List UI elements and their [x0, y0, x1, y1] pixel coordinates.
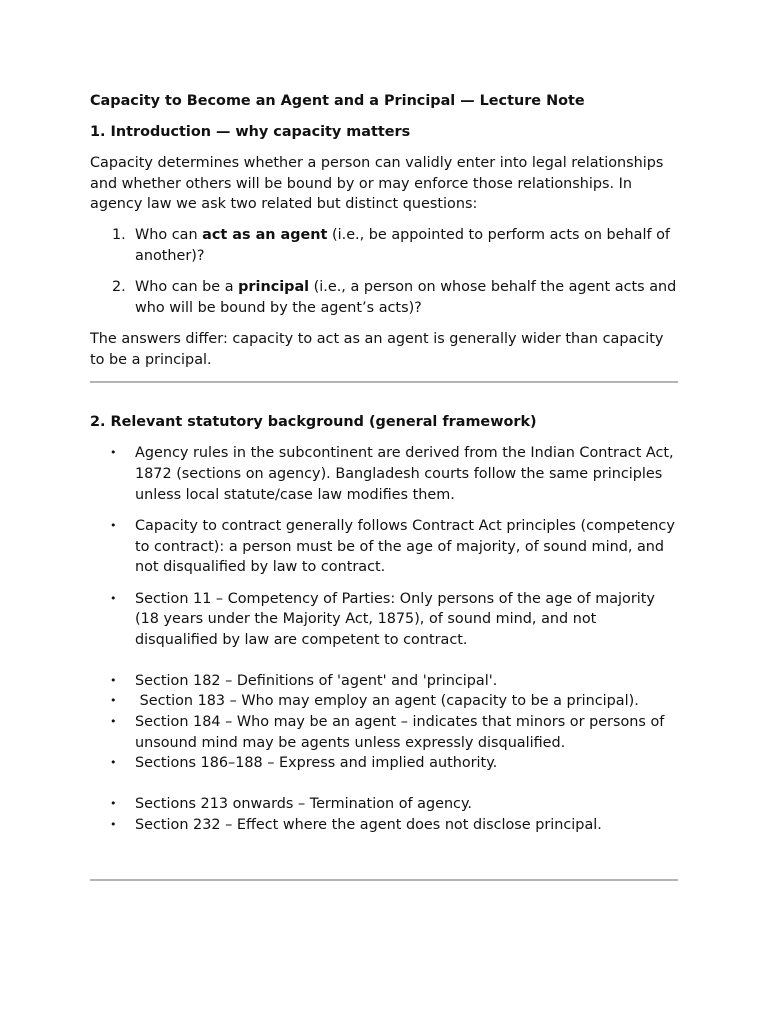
section-1-intro: Capacity determines whether a person can validly enter into legal relationships and whether others will be bound by or may enforce those relationships. In agency law we ask two related but distinct questions: [90, 155, 664, 213]
list-item-text: Capacity to contract generally follows Contract Act principles (competency to contract): a person must be of the age of majority, of sound mind, and not disqualified by law to contract. [135, 517, 675, 576]
list-item-text: Agency rules in the subcontinent are derived from the Indian Contract Act, 1872 (sections on agency). Bangladesh courts follow the same principles unless local statute/case law modifies them. [135, 445, 674, 503]
bullet-icon: • [110, 797, 117, 811]
list-item [90, 443, 678, 505]
list-item-text: Section 184 – Who may be an agent – indicates that minors or persons of unsound mind may be agents unless expressly disqualified. [135, 714, 665, 751]
question-text-start: Who can be a [135, 279, 239, 296]
list-item [90, 794, 678, 815]
document-title: Capacity to Become an Agent and a Principal — Lecture Note [90, 93, 585, 109]
sections-bullet-list [90, 671, 678, 775]
list-spacer [90, 774, 678, 794]
bullet-icon: • [110, 446, 117, 460]
list-item-text: Section 232 – Effect where the agent does not disclose principal. [135, 816, 602, 833]
question-item [90, 225, 678, 266]
section-divider [90, 879, 678, 881]
list-item [90, 691, 678, 712]
termination-bullet-list [90, 794, 678, 835]
list-item [90, 712, 678, 753]
list-item [90, 815, 678, 836]
section-divider [90, 381, 678, 383]
question-emphasis: act as an agent [202, 227, 328, 244]
question-emphasis: principal [238, 279, 310, 296]
bullet-icon: • [110, 817, 117, 831]
section-1-heading: 1. Introduction — why capacity matters [90, 124, 411, 140]
bullet-icon: • [110, 591, 117, 605]
list-item [90, 516, 678, 578]
list-number: 2. [112, 279, 126, 296]
question-text-start: Who can [135, 227, 203, 244]
question-text-end: (i.e., a person on whose behalf the agent acts and who will be bound by the agent’s acts)? [135, 279, 677, 316]
capacity-questions-list [90, 225, 678, 318]
question-item [90, 277, 678, 318]
document-page [90, 91, 678, 881]
list-item-text: Section 11 – Competency of Parties: Only persons of the age of majority (18 years under the Majority Act, 1875), of sound mind, and not disqualified by law are competent to contract. [135, 590, 655, 648]
bullet-icon: • [110, 715, 117, 729]
list-spacer [90, 651, 678, 671]
question-text-end: (i.e., be appointed to perform acts on behalf of another)? [135, 227, 670, 264]
framework-bullet-list [90, 443, 678, 650]
bullet-icon: • [110, 756, 117, 770]
bullet-icon: • [110, 694, 117, 708]
list-item-text: Section 183 – Who may employ an agent (capacity to be a principal). [135, 693, 639, 710]
bullet-icon: • [110, 673, 117, 687]
list-item [90, 589, 678, 651]
list-item-text: Sections 186–188 – Express and implied authority. [135, 755, 498, 772]
list-item-text: Section 182 – Definitions of 'agent' and 'principal'. [135, 672, 498, 689]
bullet-icon: • [110, 518, 117, 532]
list-item [90, 671, 678, 692]
list-number: 1. [112, 227, 126, 244]
list-item-text: Sections 213 onwards – Termination of agency. [135, 796, 473, 813]
section-2-heading: 2. Relevant statutory background (general framework) [90, 414, 537, 431]
section-1-conclusion: The answers differ: capacity to act as an agent is generally wider than capacity to be a principal. [90, 330, 664, 368]
list-item [90, 753, 678, 774]
